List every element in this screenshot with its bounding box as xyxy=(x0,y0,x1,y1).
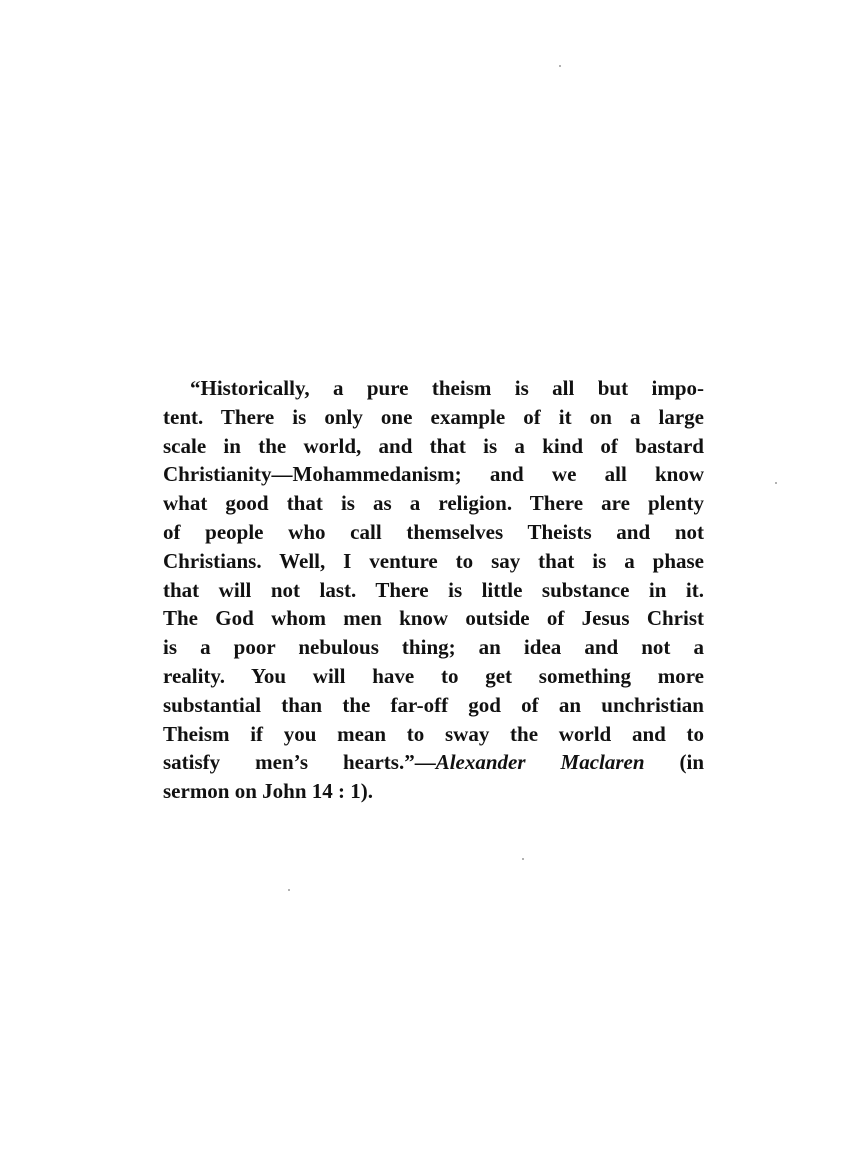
quote-line: is a poor nebulous thing; an idea and not a xyxy=(163,635,704,660)
quote-line: Theism if you mean to sway the world and to xyxy=(163,721,704,746)
scan-speck xyxy=(775,482,777,484)
quote-closing-text: satisfy men’s hearts.”— xyxy=(163,750,436,775)
scan-speck xyxy=(559,65,561,67)
scan-speck xyxy=(288,889,290,891)
quote-line: what good that is as a religion. There are plenty xyxy=(163,491,704,516)
quote-line: The God whom men know outside of Jesus Christ xyxy=(163,606,704,631)
quote-line: “Historically, a pure theism is all but impo- xyxy=(190,376,704,400)
quote-line: substantial than the far-off god of an unchristian xyxy=(163,692,704,717)
quote-line: Christians. Well, I venture to say that is a phase xyxy=(163,548,704,573)
quote-line: tent. There is only one example of it on a large xyxy=(163,404,704,429)
quote-author: Alexander Maclaren xyxy=(435,750,645,775)
quote-line: Christianity—Mohammedanism; and we all know xyxy=(163,462,704,487)
scan-speck xyxy=(522,858,524,860)
maclaren-quote xyxy=(163,374,704,806)
quote-line-attribution xyxy=(163,748,704,777)
quote-line: reality. You will have to get something more xyxy=(163,663,704,688)
citation-source: sermon on John 14 : 1). xyxy=(163,779,374,804)
quote-line: of people who call themselves Theists and not xyxy=(163,519,704,544)
citation-open: (in xyxy=(679,750,705,775)
quote-line: that will not last. There is little substance in it. xyxy=(163,577,704,602)
quote-line: scale in the world, and that is a kind of bastard xyxy=(163,433,704,458)
